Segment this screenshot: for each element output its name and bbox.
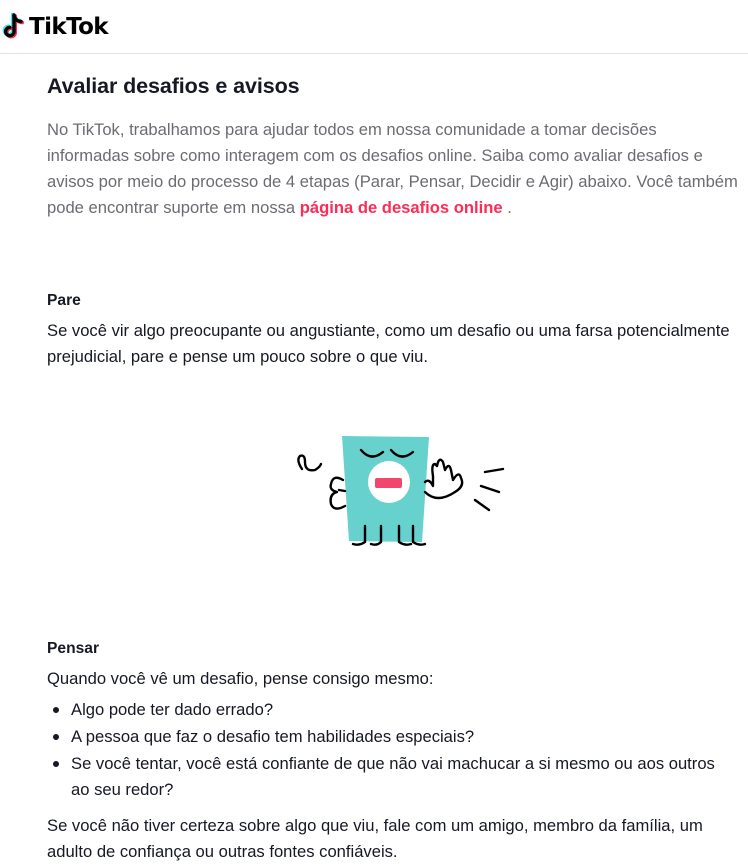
tiktok-logo-link[interactable] xyxy=(2,13,108,41)
section-heading-pare: Pare xyxy=(47,292,81,309)
list-item-text: Algo pode ter dado errado? xyxy=(71,700,274,719)
site-header xyxy=(0,0,748,54)
brand-name: TikTok xyxy=(29,13,109,40)
section-text-pare: Se você vir algo preocupante ou angustiante, como um desafio ou uma farsa potencialmente prejudicial, pare e pense um pouco sobre o que viu. xyxy=(47,321,730,366)
bullet-dot-icon xyxy=(53,761,59,767)
stop-illustration xyxy=(47,370,748,640)
list-item-text: A pessoa que faz o desafio tem habilidades especiais? xyxy=(71,727,475,746)
article-content xyxy=(0,73,748,864)
section-text-pensar: Quando você vê um desafio, pense consigo mesmo: xyxy=(47,669,434,688)
tiktok-note-icon xyxy=(2,13,26,41)
section-heading-pensar: Pensar xyxy=(47,640,100,657)
bullet-dot-icon xyxy=(53,734,59,740)
page-title: Avaliar desafios e avisos xyxy=(47,74,300,98)
list-item-text: Se você tentar, você está confiante de que não vai machucar a si mesmo ou aos outros ao seu redor? xyxy=(71,754,715,799)
section-closing-pensar: Se você não tiver certeza sobre algo que viu, fale com um amigo, membro da família, um adulto de confiança ou outras fontes confiáveis. xyxy=(47,816,703,861)
list-item xyxy=(47,751,727,803)
intro-end: . xyxy=(502,198,512,217)
pensar-question-list xyxy=(47,697,727,803)
challenges-page-link[interactable]: página de desafios online xyxy=(299,198,503,217)
bullet-dot-icon xyxy=(53,707,59,713)
stop-character-illustration xyxy=(287,434,557,564)
list-item xyxy=(47,697,727,723)
list-item xyxy=(47,724,727,750)
intro-text: No TikTok, trabalhamos para ajudar todos em nossa comunidade a tomar decisões informadas sobre como interagem com os desafios online. Saiba como avaliar desafios e avisos por meio do processo de 4 etapas (Parar, Pensar, Decidir e Agir) abaixo. Você também pode encontrar suporte em nossa xyxy=(47,120,738,217)
intro-paragraph xyxy=(47,117,739,221)
